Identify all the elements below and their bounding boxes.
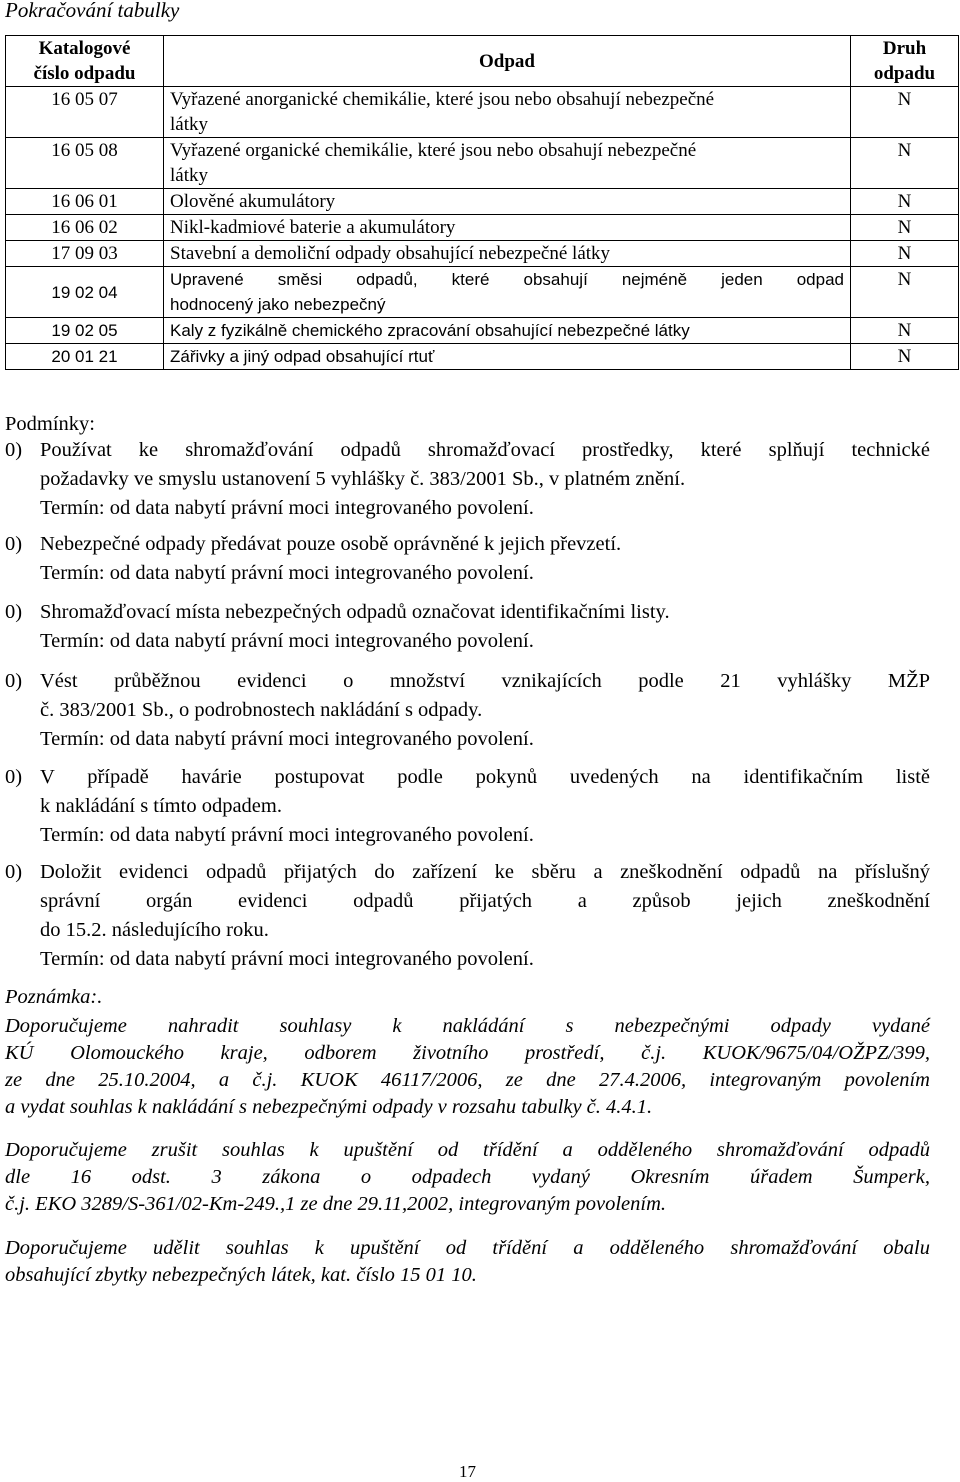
note-line: dle 16 odst. 3 zákona o odpadech vydaný Okresním úřadem Šumperk,: [5, 1166, 930, 1188]
continuation-label: Pokračování tabulky: [5, 0, 180, 22]
condition-line2: k nakládání s tímto odpadem.: [40, 795, 282, 817]
table-row: [6, 189, 959, 215]
column-header-name: Odpad: [164, 36, 851, 87]
cell-code: 16 05 07: [6, 87, 164, 138]
cell-type: N: [851, 344, 959, 370]
table-row: [6, 344, 959, 370]
table-row: [6, 138, 959, 189]
column-header-type-line1: Druh: [882, 38, 927, 59]
condition-number: 0): [5, 533, 23, 555]
cell-name: Kaly z fyzikálně chemického zpracování obsahující nebezpečné látky: [164, 318, 851, 344]
cell-code: 20 01 21: [6, 344, 164, 370]
condition-term: Termín: od data nabytí právní moci integrovaného povolení.: [40, 824, 534, 846]
cell-code: 17 09 03: [6, 241, 164, 267]
cell-type: N: [851, 87, 959, 138]
cell-type: N: [851, 267, 959, 318]
condition-item: [5, 530, 930, 588]
condition-term: Termín: od data nabytí právní moci integrovaného povolení.: [40, 728, 534, 750]
cell-name: [164, 267, 851, 318]
condition-item: [5, 667, 930, 754]
condition-item: [5, 436, 930, 523]
cell-type: N: [851, 189, 959, 215]
condition-line1: Používat ke shromažďování odpadů shromažďovací prostředky, které splňují technické: [40, 439, 930, 461]
note-1: [5, 1013, 930, 1121]
note-3: [5, 1235, 930, 1289]
condition-term: Termín: od data nabytí právní moci integrovaného povolení.: [40, 562, 534, 584]
note-line: a vydat souhlas k nakládání s nebezpečnými odpady v rozsahu tabulky č. 4.4.1.: [5, 1096, 653, 1118]
condition-number: 0): [5, 861, 23, 883]
condition-item: [5, 858, 930, 974]
note-line: Doporučujeme udělit souhlas k upuštění od třídění a odděleného shromažďování obalu: [5, 1237, 930, 1259]
table-row: [6, 318, 959, 344]
note-line: KÚ Olomouckého kraje, odborem životního prostředí, č.j. KUOK/9675/04/OŽPZ/399,: [5, 1042, 930, 1064]
cell-name-line1: Vyřazené anorganické chemikálie, které jsou nebo obsahují nebezpečné: [170, 89, 715, 110]
note-line: Doporučujeme nahradit souhlasy k nakládání s nebezpečnými odpady vydané: [5, 1015, 930, 1037]
condition-number: 0): [5, 670, 23, 692]
cell-type: N: [851, 138, 959, 189]
cell-name-line1: Vyřazené organické chemikálie, které jsou nebo obsahují nebezpečné: [170, 140, 697, 161]
condition-line2: správní orgán evidenci odpadů přijatých a způsob jejich zneškodnění: [40, 890, 930, 912]
cell-type: N: [851, 318, 959, 344]
table-row: [6, 215, 959, 241]
cell-name: Nikl-kadmiové baterie a akumulátory: [164, 215, 851, 241]
cell-code: 16 06 02: [6, 215, 164, 241]
condition-term: Termín: od data nabytí právní moci integrovaného povolení.: [40, 497, 534, 519]
cell-name-line2: látky: [170, 114, 208, 135]
notes-heading: Poznámka:.: [5, 986, 103, 1008]
cell-name: Stavební a demoliční odpady obsahující nebezpečné látky: [164, 241, 851, 267]
cell-code: 19 02 04: [6, 267, 164, 318]
page-number: 17: [459, 1462, 476, 1481]
table-row: [6, 241, 959, 267]
condition-line1: Shromažďovací místa nebezpečných odpadů označovat identifikačními listy.: [40, 601, 670, 623]
conditions-heading: Podmínky:: [5, 413, 95, 435]
condition-term: Termín: od data nabytí právní moci integrovaného povolení.: [40, 630, 534, 652]
column-header-type-line2: odpadu: [873, 63, 936, 84]
table-header-row: [6, 36, 959, 87]
cell-code: 16 05 08: [6, 138, 164, 189]
condition-term: Termín: od data nabytí právní moci integrovaného povolení.: [40, 948, 534, 970]
condition-number: 0): [5, 601, 23, 623]
cell-name-line2: látky: [170, 165, 208, 186]
condition-line1: Nebezpečné odpady předávat pouze osobě oprávněné k jejich převzetí.: [40, 533, 622, 555]
cell-type: N: [851, 241, 959, 267]
note-line: č.j. EKO 3289/S-361/02-Km-249.,1 ze dne 29.11,2002, integrovaným povolením.: [5, 1193, 667, 1215]
condition-item: [5, 763, 930, 850]
cell-name: Zářivky a jiný odpad obsahující rtuť: [164, 344, 851, 370]
condition-line1: Doložit evidenci odpadů přijatých do zařízení ke sběru a zneškodnění odpadů na příslušný: [40, 861, 930, 883]
cell-name-line1: Upravené směsi odpadů, které obsahují nejméně jeden odpad: [170, 270, 844, 289]
table-row: [6, 267, 959, 318]
condition-line3: do 15.2. následujícího roku.: [40, 919, 269, 941]
column-header-code-line2: číslo odpadu: [33, 63, 136, 84]
condition-item: [5, 598, 930, 656]
column-header-code-line1: Katalogové: [38, 38, 131, 59]
column-header-type: [851, 36, 959, 87]
cell-name-line2: hodnocený jako nebezpečný: [170, 295, 386, 314]
condition-number: 0): [5, 439, 23, 461]
condition-number: 0): [5, 766, 23, 788]
cell-name: [164, 87, 851, 138]
cell-name: [164, 138, 851, 189]
cell-code: 16 06 01: [6, 189, 164, 215]
waste-table: [5, 35, 959, 370]
condition-line1: V případě havárie postupovat podle pokynů uvedených na identifikačním listě: [40, 766, 930, 788]
condition-line2: č. 383/2001 Sb., o podrobnostech nakládání s odpady.: [40, 699, 483, 721]
note-line: ze dne 25.10.2004, a č.j. KUOK 46117/2006, ze dne 27.4.2006, integrovaným povolením: [5, 1069, 930, 1091]
note-2: [5, 1137, 930, 1218]
condition-line1: Vést průběžnou evidenci o množství vznikajících podle 21 vyhlášky MŽP: [40, 670, 930, 692]
note-line: Doporučujeme zrušit souhlas k upuštění od třídění a odděleného shromažďování odpadů: [5, 1139, 930, 1161]
table-row: [6, 87, 959, 138]
cell-name: Olověné akumulátory: [164, 189, 851, 215]
column-header-code: [6, 36, 164, 87]
note-line: obsahující zbytky nebezpečných látek, kat. číslo 15 01 10.: [5, 1264, 477, 1286]
condition-line2: požadavky ve smyslu ustanovení 5 vyhlášky č. 383/2001 Sb., v platném znění.: [40, 468, 686, 490]
cell-type: N: [851, 215, 959, 241]
cell-code: 19 02 05: [6, 318, 164, 344]
